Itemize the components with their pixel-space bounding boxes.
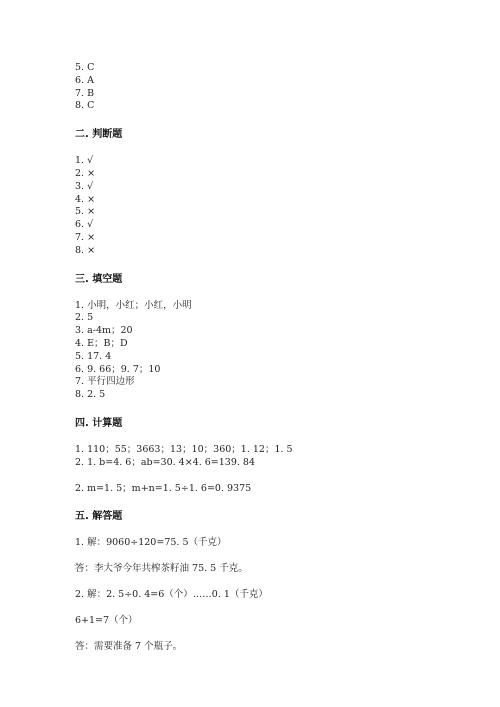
- answer-line: 2. m=1. 5；m+n=1. 5÷1. 6=0. 9375: [75, 482, 252, 494]
- section-heading: 二. 判断题: [75, 129, 123, 141]
- answer-line: 1. 小明，小红；小红，小明: [75, 299, 192, 311]
- answer-line: 2. 解：2. 5÷0. 4=6（个）……0. 1（千克）: [75, 588, 268, 600]
- answer-line: 8. 2. 5: [75, 389, 106, 401]
- answer-line: 8. C: [75, 100, 95, 112]
- answer-line: 2. ×: [75, 167, 96, 179]
- answer-line: 4. E；B；D: [75, 337, 128, 349]
- answer-line: 7. 平行四边形: [75, 376, 135, 388]
- section-fill-in: [75, 273, 435, 402]
- section-heading: 五. 解答题: [75, 511, 123, 523]
- answer-line: 8. ×: [75, 244, 96, 256]
- answer-line: 答：李大爷今年共榨茶籽油 75. 5 千克。: [75, 563, 248, 575]
- section-heading: 四. 计算题: [75, 417, 123, 429]
- answer-line: 6. 9. 66；9. 7；10: [75, 363, 161, 375]
- answer-line: 7. B: [75, 87, 95, 99]
- answer-sheet: [75, 62, 435, 653]
- answer-line: 1. 110；55；3663；13；10；360；1. 12；1. 5: [75, 443, 293, 455]
- answer-line: 4. ×: [75, 193, 96, 205]
- answer-line: 2. 5: [75, 312, 94, 324]
- answer-line: 3. √: [75, 180, 94, 192]
- answer-line: 5. ×: [75, 206, 96, 218]
- answer-line: 5. 17. 4: [75, 350, 112, 362]
- section-judgement: [75, 128, 435, 257]
- answer-line: 6. A: [75, 74, 94, 86]
- answer-line: 6. √: [75, 219, 94, 231]
- answer-line: 3. a-4m；20: [75, 325, 133, 337]
- answer-line: 6+1=7（个）: [75, 614, 138, 626]
- answer-line: 7. ×: [75, 231, 96, 243]
- answer-line: 答：需要准备 7 个瓶子。: [75, 640, 183, 652]
- answer-line: 1. 解：9060÷120=75. 5（千克）: [75, 537, 227, 549]
- answer-line: 1. √: [75, 155, 94, 167]
- section-heading: 三. 填空题: [75, 273, 123, 285]
- answer-line: 5. C: [75, 62, 95, 73]
- section1-tail: [75, 62, 435, 113]
- section-word-problems: [75, 510, 435, 653]
- section-calculation: [75, 417, 435, 495]
- answer-line: 2. 1. b=4. 6；ab=30. 4×4. 6=139. 84: [75, 456, 256, 468]
